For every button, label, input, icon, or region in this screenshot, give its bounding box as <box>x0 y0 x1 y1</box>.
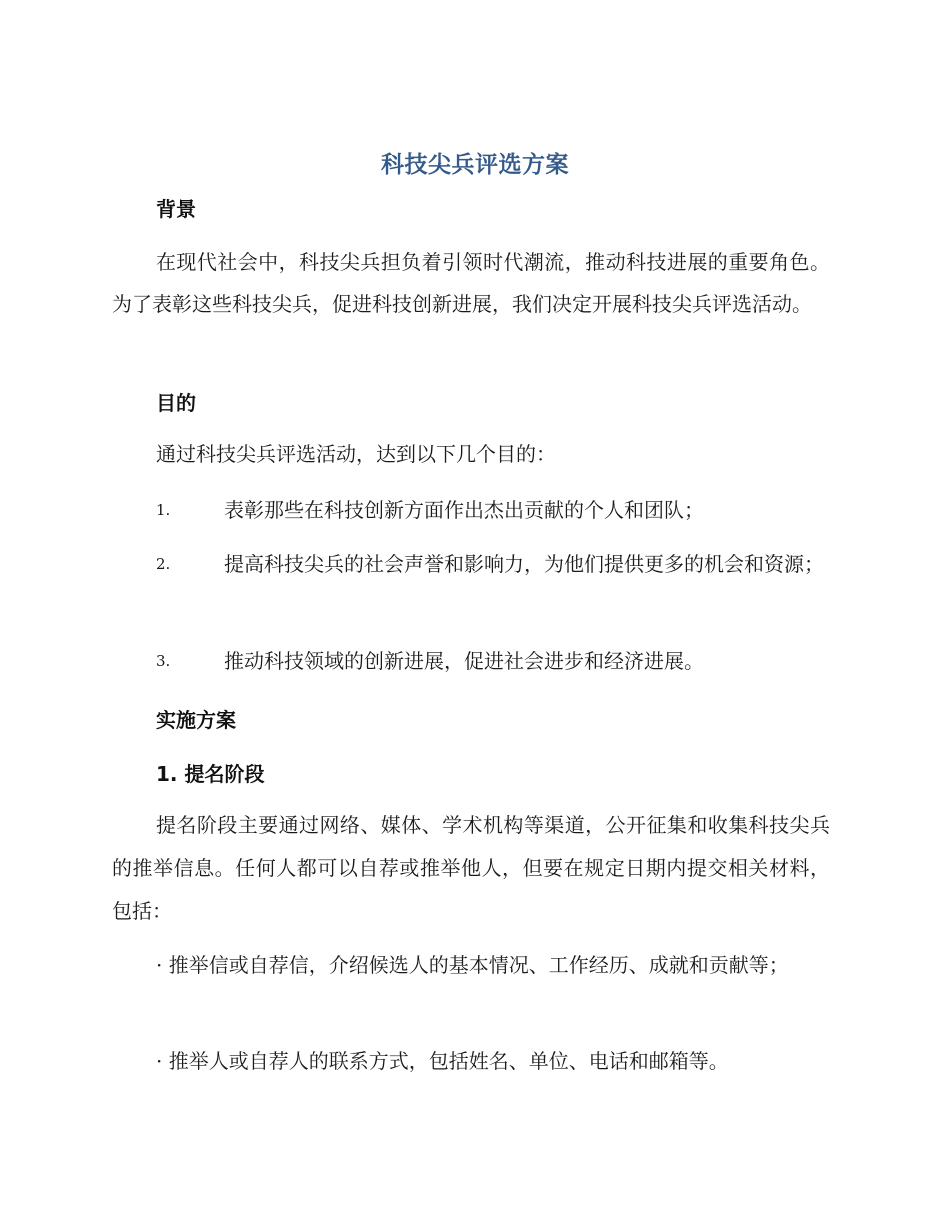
heading-plan: 实施方案 <box>156 708 236 732</box>
list-number: 2. <box>156 555 171 573</box>
bullet-item: · 推举人或自荐人的联系方式，包括姓名、单位、电话和邮箱等。 <box>156 1049 729 1073</box>
document-title: 科技尖兵评选方案 <box>381 152 569 178</box>
paragraph-purpose-intro: 通过科技尖兵评选活动，达到以下几个目的： <box>156 442 556 466</box>
list-item <box>112 489 830 531</box>
heading-background: 背景 <box>156 197 196 221</box>
heading-purpose: 目的 <box>156 391 196 415</box>
heading-nomination-stage: 1. 提名阶段 <box>156 762 265 786</box>
list-text: 表彰那些在科技创新方面作出杰出贡献的个人和团队； <box>224 498 704 522</box>
paragraph-nomination: 提名阶段主要通过网络、媒体、学术机构等渠道，公开征集和收集科技尖兵的推举信息。任何人都可以自荐或推举他人，但要在规定日期内提交相关材料，包括： <box>112 813 830 923</box>
list-item <box>112 543 830 585</box>
paragraph-background: 在现代社会中，科技尖兵担负着引领时代潮流，推动科技进展的重要角色。为了表彰这些科技尖兵，促进科技创新进展，我们决定开展科技尖兵评选活动。 <box>112 250 830 316</box>
list-number: 1. <box>156 501 171 519</box>
list-text: 推动科技领域的创新进展，促进社会进步和经济进展。 <box>224 649 704 673</box>
list-number: 3. <box>156 652 171 670</box>
bullet-item: · 推举信或自荐信，介绍候选人的基本情况、工作经历、成就和贡献等； <box>156 953 789 977</box>
list-item <box>112 640 830 682</box>
list-text: 提高科技尖兵的社会声誉和影响力，为他们提供更多的机会和资源； <box>224 552 824 576</box>
